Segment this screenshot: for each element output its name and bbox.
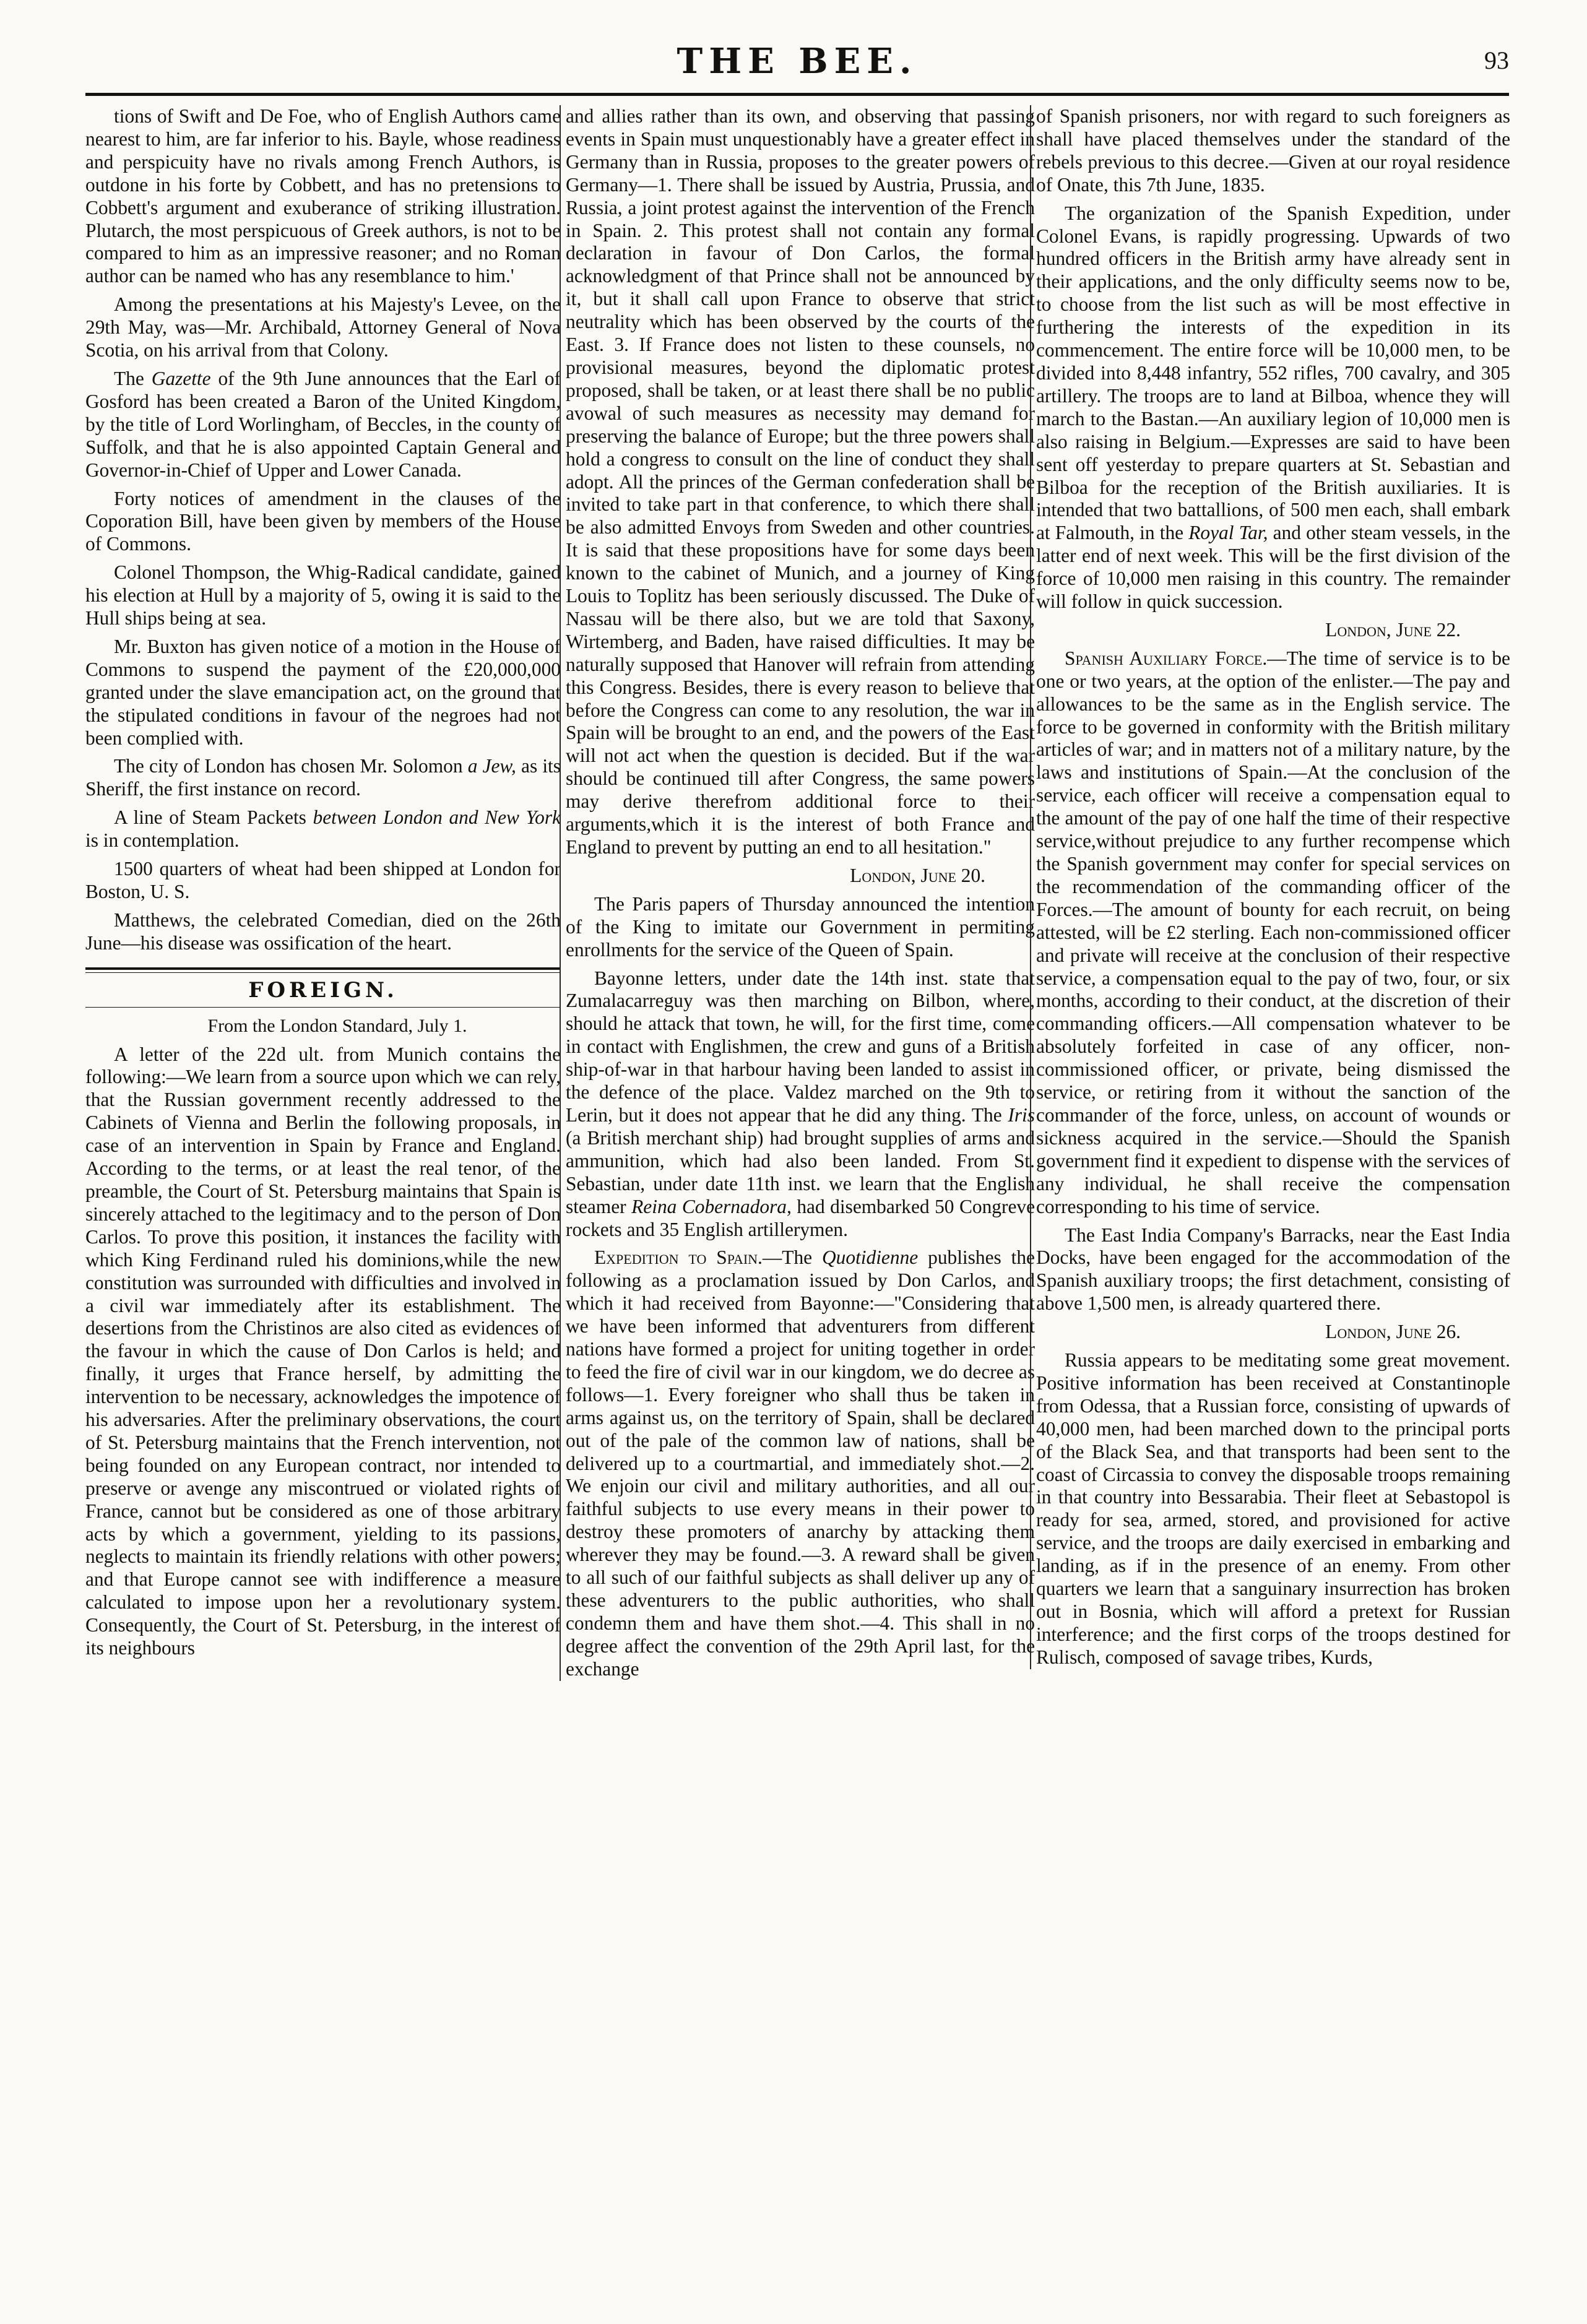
small-caps-heading: Expedition to Spain. (594, 1246, 763, 1269)
italic-text: a Jew, (467, 755, 516, 777)
page-number: 93 (1484, 46, 1509, 74)
text: Bayonne letters, under date the 14th inst. state that Zumalacarreguy was then marching on Bilbon, where, should he attack that town, he will, for the first time, come in contact with Englishmen, the crew and guns of a British ship-of-war in that harbour having been landed to assist in the defence of the place. Valdez marched on the 9th to Lerin, but it does not appear that he did any thing. The (566, 967, 1035, 1126)
column-3 (1030, 105, 1510, 1669)
paragraph: The Paris papers of Thursday announced the intention of the King to imitate our Government in permiting enrollments for the service of the Queen of Spain. (566, 892, 1035, 961)
text: and other steam vessels, in the latter end of next week. This will be the first division of the force of 10,000 men raising in this country. The remainder will follow in quick succession. (1036, 522, 1510, 613)
text: A line of Steam Packets (114, 806, 313, 829)
italic-text: Reina Cobernadora, (631, 1195, 792, 1217)
masthead-rule (85, 93, 1509, 96)
section-heading: FOREIGN. (248, 977, 398, 1003)
column-2 (560, 105, 1035, 1681)
paragraph: Among the presentations at his Majesty's Levee, on the 29th May, was—Mr. Archibald, Attorney General of Nova Scotia, on his arrival from that Colony. (85, 293, 561, 361)
paragraph (1036, 202, 1510, 613)
text: —The (762, 1246, 823, 1269)
dateline: London, June 22. (1325, 618, 1461, 641)
section-rule (85, 967, 561, 973)
italic-text: Quotidienne (822, 1246, 919, 1269)
column-1 (85, 105, 561, 1660)
italic-text: between London and New York (313, 806, 561, 829)
text: The organization of the Spanish Expedition, under Colonel Evans, is rapidly progressing. Upwards of two hundred officers in the British army have already sent in their applications, and the only difficulty seems now to be, to choose from the list such as will be most effective in furthering the interests of the expedition in its commencement. The entire force will be 10,000 men, to be divided into 8,448 infantry, 552 rifles, 700 cavalry, and 305 artillery. The troops are to land at Bilboa, whence they will march to the Bastan.—An auxiliary legion of 10,000 men is also raising in Belgium.—Expresses are said to have been sent off yesterday to prepare quarters at St. Sebastian and Bilboa for the reception of the British auxiliaries. It is intended that two battallions, of 500 men each, shall embark at Falmouth, in the (1036, 202, 1510, 544)
paragraph: of Spanish prisoners, nor with regard to such foreigners as shall have placed themselves under the standard of the rebels previous to this decree.—Given at our royal residence of Onate, this 7th June, 1835. (1036, 105, 1510, 196)
paragraph (566, 967, 1035, 1242)
text: (a British merchant ship) had brought supplies of arms and ammunition, which had also been landed. From St. Sebastian, under date 11th inst. we learn that the English steamer (566, 1126, 1035, 1217)
small-caps-heading: Spanish Auxiliary Force. (1065, 647, 1268, 669)
newspaper-title: THE BEE. (677, 41, 918, 82)
paragraph: Forty notices of amendment in the clauses of the Coporation Bill, have been given by members of the House of Commons. (85, 487, 561, 555)
italic-text: Iris (1008, 1104, 1035, 1126)
text: publishes the following as a proclamation issued by Don Carlos, and which it had received from Bayonne:—"Considering that we have been informed that adventurers from different nations have formed a project for uniting together in order to feed the fire of civil war in our kingdom, we do decree as follows—1. Every foreigner who shall thus be taken in arms against us, on the territory of Spain, shall be declared out of the pale of the common law of nations, shall be delivered up to a courtmartial, and immediately shot.—2. We enjoin our civil and military authorities, and all our faithful subjects to use every means in their power to destroy these promoters of anarchy by attacking them wherever they may be found.—3. A reward shall be given to all such of our faithful subjects as shall deliver up any of these adventurers to the public authorities, who shall condemn them and have them shot.—4. This shall in no degree affect the convention of the 29th April last, for the exchange (566, 1246, 1035, 1680)
dateline: London, June 20. (850, 864, 985, 886)
italic-text: Royal Tar, (1188, 522, 1268, 544)
source-line: From the London Standard, July 1. (207, 1015, 467, 1036)
text: The (114, 367, 152, 389)
paragraph: Russia appears to be meditating some great movement. Positive information has been received at Constantinople from Odessa, that a Russian force, consisting of upwards of 40,000 men, had been marched down to the principal ports of the Black Sea, and that transports had been sent to the coast of Circassia to convey the disposable troops remaining in that country into Bessarabia. Their fleet at Sebastopol is ready for sea, armed, stored, and provisioned for active service, and the troops are daily exercised in embarking and landing, as if in the presence of an enemy. From other quarters we learn that a sanguinary insurrection has broken out in Bosnia, which will afford a pretext for Russian interference; and the first corps of the troops destined for Rulisch, composed of savage tribes, Kurds, (1036, 1349, 1510, 1668)
masthead (85, 41, 1509, 84)
italic-text: Gazette (151, 367, 211, 389)
section-rule (85, 1007, 561, 1008)
text: had disembarked 50 Congreve rockets and 35 English artillerymen. (566, 1195, 1036, 1240)
text: is in contemplation. (85, 829, 240, 852)
text: —The time of service is to be one or two years, at the option of the enlister.—The pay and allowances to be the same as in the English service. The force to be governed in conformity with the British military articles of war; and in matters not of a military nature, by the laws and institutions of Spain.—At the conclusion of the service, each officer will receive a compensation equal to the amount of the pay of one half the time of their respective service,without prejudice to any further recompense which the Spanish government may confer for special services on the recommendation of the commanding officer of the Forces.—The amount of bounty for each recruit, on being attested, will be £2 sterling. Each non-commissioned officer and private will receive at the conclusion of their respective service, a compensation equal to the pay of two, four, or six months, according to their conduct, at the discretion of their commanding officers.—All compensation whatever to be absolutely forfeited in case of any officer, non-commissioned officer, or private, being dismissed the service, or retiring from it without the sanction of the commander of the force, unless, on account of wounds or sickness acquired in the service.—Should the Spanish government find it expedient to dispense with the services of any individual, he shall receive the compensation corresponding to his time of service. (1036, 647, 1510, 1217)
paragraph (566, 1246, 1035, 1680)
paragraph: Matthews, the celebrated Comedian, died on the 26th June—his disease was ossification of the heart. (85, 909, 561, 954)
paragraph: 1500 quarters of wheat had been shipped at London for Boston, U. S. (85, 858, 561, 902)
paragraph (1036, 647, 1510, 1219)
text: The city of London has chosen Mr. Solomon (114, 755, 468, 777)
paragraph (85, 368, 561, 482)
paragraph (85, 806, 561, 852)
text: of the 9th June announces that the Earl of Gosford has been created a Baron of the United Kingdom, by the title of Lord Worlingham, of Beccles, in the county of Suffolk, and that he is also appointed Captain General and Governor-in-Chief of Upper and Lower Canada. (85, 367, 561, 481)
paragraph: Colonel Thompson, the Whig-Radical candidate, gained his election at Hull by a majority of 5, owing it is said to the Hull ships being at sea. (85, 561, 561, 629)
paragraph: A letter of the 22d ult. from Munich contains the following:—We learn from a source upon which we can rely, that the Russian government recently addressed to the Cabinets of Vienna and Berlin the following proposals, in case of an intervention in Spain by France and England. According to the terms, or at least the real tenor, of the preamble, the Court of St. Petersburg maintains that Spain is sincerely attached to the legitimacy and to the person of Don Carlos. To prove this position, it instances the facility with which King Ferdinand ruled his dominions,while the new constitution was surrounded with difficulties and involved in a civil war immediately after its establishment. The desertions from the Christinos are also cited as evidences of the favour in which the cause of Don Carlos is held; and finally, it urges that France herself, by admitting the intervention to be necessary, acknowledges the impotence of his adversaries. After the preliminary observations, the court of St. Petersburg maintains that the French intervention, not being founded on any European contract, nor intended to preserve or avenge any miscontrued or violated rights of France, cannot but be considered as one of those arbitrary acts by which a government, yielding to its passions, neglects to maintain its friendly relations with other powers; and that Europe cannot see with indifference a measure calculated to impose upon her a revolutionary system. Consequently, the Court of St. Petersburg, in the interest of its neighbours (85, 1043, 561, 1659)
dateline: London, June 26. (1325, 1321, 1461, 1343)
paragraph (85, 755, 561, 801)
paragraph: The East India Company's Barracks, near the East India Docks, have been engaged for the accommodation of the Spanish auxiliary troops; the first detachment, consisting of above 1,500 men, is already quartered there. (1036, 1224, 1510, 1315)
paragraph: tions of Swift and De Foe, who of English Authors came nearest to him, are far inferior to his. Bayle, whose readiness and perspicuity have no rivals among French Authors, is outdone in his forte by Cobbett, and has no pretensions to Cobbett's argument and exuberance of striking illustration. Plutarch, the most perspicuous of Greek authors, is not to be compared to him as an impressive reasoner; and no Roman author can be named who has any resemblance to him.' (85, 105, 561, 287)
paragraph: Mr. Buxton has given notice of a motion in the House of Commons to suspend the payment of the £20,000,000 granted under the slave emancipation act, on the ground that the stipulated conditions in favour of the negroes had not been complied with. (85, 635, 561, 749)
paragraph: and allies rather than its own, and observing that passing events in Spain must unquestionably have a greater effect in Germany than in Russia, proposes to the greater powers of Germany—1. There shall be issued by Austria, Prussia, and Russia, a joint protest against the intervention of the French in Spain. 2. This protest shall not contain any formal declaration in favour of Don Carlos, the formal acknowledgment of that Prince shall not be announced by it, but it shall call upon France to observe that strict neutrality which has been observed by the courts of the East. 3. If France does not listen to these counsels, no provisional measures, beyond the diplomatic protest proposed, shall be taken, or at least there shall be no public avowal of such measures as necessity may demand for preserving the balance of Europe; but the three powers shall hold a congress to consult on the line of conduct they shall adopt. All the princes of the German confederation shall be invited to take part in that conference, to which there shall be also admitted Envoys from Sweden and other countries. It is said that these propositions have for some days been known to the cabinet of Munich, and a journey of King Louis to Toplitz has been seriously discussed. The Duke of Nassau will be there also, but we are told that Saxony, Wirtemberg, and Baden, have raised difficulties. It may be naturally supposed that Hanover will refrain from attending this Congress. Besides, there is every reason to believe that before the Congress can come to any resolution, the war in Spain will be brought to an end, and the powers of the East will not act when the question is decided. But if the war should be continued till after Congress, the same powers may derive therefrom additional force to their arguments,which it is the interest of both France and England to prevent by putting an end to all hesitation." (566, 105, 1035, 858)
text: as its Sheriff, the first instance on record. (85, 755, 561, 800)
